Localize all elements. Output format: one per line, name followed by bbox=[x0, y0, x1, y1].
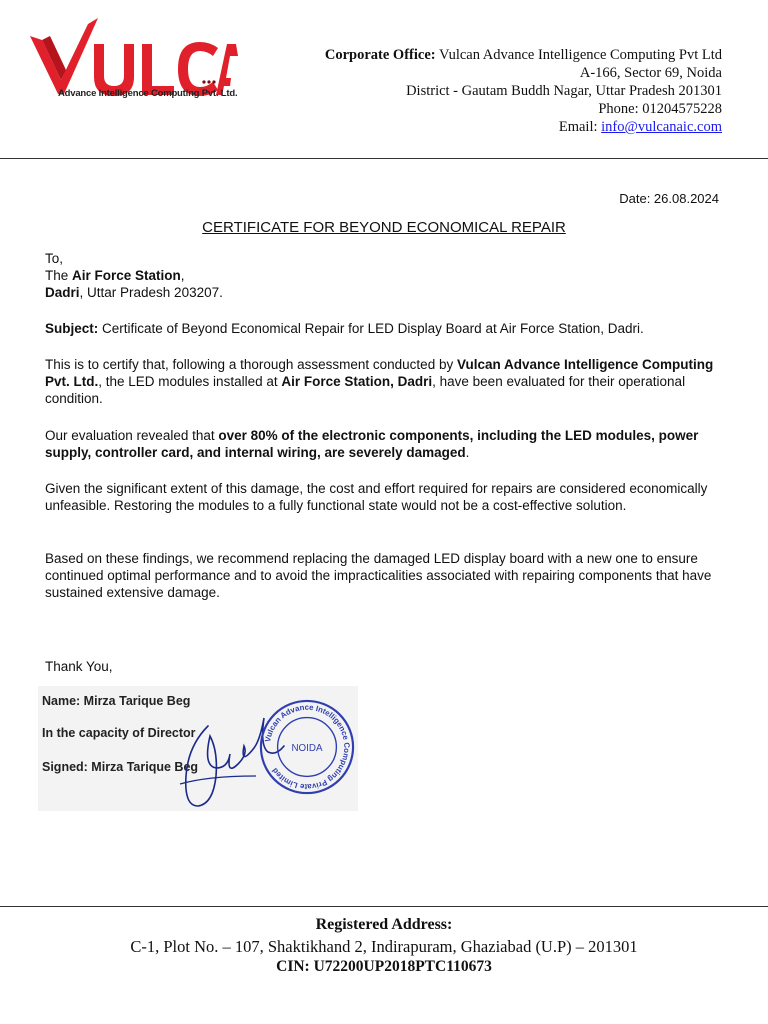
paragraph-2 bbox=[45, 427, 725, 461]
stamp-ring-text: Vulcan Advance Intelligence Computing Private Limited bbox=[263, 702, 352, 792]
para2-findings: over 80% of the electronic components, including the LED modules, power supply, controller card, and internal wiring, are severely damaged bbox=[45, 428, 699, 460]
signatory-signed: Signed: Mirza Tarique Beg bbox=[42, 760, 199, 774]
recipient-state: , Uttar Pradesh 203207. bbox=[79, 285, 223, 300]
para1-text-a: This is to certify that, following a thorough assessment conducted by bbox=[45, 357, 457, 372]
para1-station: Air Force Station, Dadri bbox=[281, 374, 433, 389]
recipient-prefix: The bbox=[45, 268, 73, 283]
header-divider bbox=[0, 158, 768, 159]
address-line-2: District - Gautam Buddh Nagar, Uttar Pradesh 201301 bbox=[406, 83, 722, 99]
recipient-to: To, bbox=[45, 251, 64, 266]
recipient-city: Dadri bbox=[45, 285, 80, 300]
corporate-office-line bbox=[325, 46, 722, 64]
paragraph-4: Based on these findings, we recommend replacing the damaged LED display board with a new one to ensure continued optimal performance and to avoid the impracticalities associated with repairing components that have sustained extensive damage. bbox=[45, 551, 712, 600]
cin-number: CIN: U72200UP2018PTC110673 bbox=[276, 958, 492, 975]
para2-text-c: . bbox=[465, 445, 470, 460]
subject-text: Certificate of Beyond Economical Repair for LED Display Board at Air Force Station, Dadri. bbox=[98, 321, 644, 336]
subject-label: Subject: bbox=[45, 321, 99, 336]
para1-text-c: , the LED modules installed at bbox=[98, 374, 282, 389]
para2-text-a: Our evaluation revealed that bbox=[45, 428, 219, 443]
recipient-line-2 bbox=[45, 284, 725, 301]
logo-tagline: Advance Intelligence Computing Pvt. Ltd. bbox=[58, 88, 238, 99]
recipient-block bbox=[45, 250, 725, 301]
registered-address-label: Registered Address: bbox=[315, 916, 453, 933]
email-link[interactable]: info@vulcanaic.com bbox=[601, 119, 722, 135]
address-line-1: A-166, Sector 69, Noida bbox=[579, 65, 722, 81]
para1-text-e: , have been evaluated for their operational condition. bbox=[45, 374, 686, 406]
signatory-name: Name: Mirza Tarique Beg bbox=[42, 694, 191, 708]
para1-company: Vulcan Advance Intelligence Computing Pvt. Ltd. bbox=[45, 357, 714, 389]
company-name: Vulcan Advance Intelligence Computing Pvt Ltd bbox=[438, 47, 722, 63]
phone-line: Phone: 01204575228 bbox=[598, 101, 722, 117]
document-date: Date: 26.08.2024 bbox=[619, 191, 719, 206]
signatory-capacity: In the capacity of Director bbox=[42, 726, 196, 740]
corporate-office-label: Corporate Office: bbox=[324, 47, 436, 63]
company-stamp bbox=[258, 698, 356, 796]
paragraph-3: Given the significant extent of this damage, the cost and effort required for repairs are considered economically unfeasible. Restoring the modules to a fully functional state would not be a cost-effective solution. bbox=[45, 481, 708, 513]
closing-text: Thank You, bbox=[45, 659, 113, 674]
recipient-comma: , bbox=[180, 268, 185, 283]
stamp-center-text: NOIDA bbox=[291, 742, 323, 754]
subject-line bbox=[45, 320, 725, 337]
recipient-station: Air Force Station bbox=[72, 268, 181, 283]
certificate-title: CERTIFICATE FOR BEYOND ECONOMICAL REPAIR bbox=[202, 219, 566, 236]
recipient-line-1 bbox=[45, 267, 725, 284]
email-label: Email: bbox=[558, 119, 598, 135]
footer-divider bbox=[0, 906, 768, 907]
paragraph-1 bbox=[45, 356, 725, 407]
email-line bbox=[325, 118, 722, 136]
corporate-office-block bbox=[325, 46, 722, 136]
registered-address: C-1, Plot No. – 107, Shaktikhand 2, Indirapuram, Ghaziabad (U.P) – 201301 bbox=[130, 937, 638, 956]
